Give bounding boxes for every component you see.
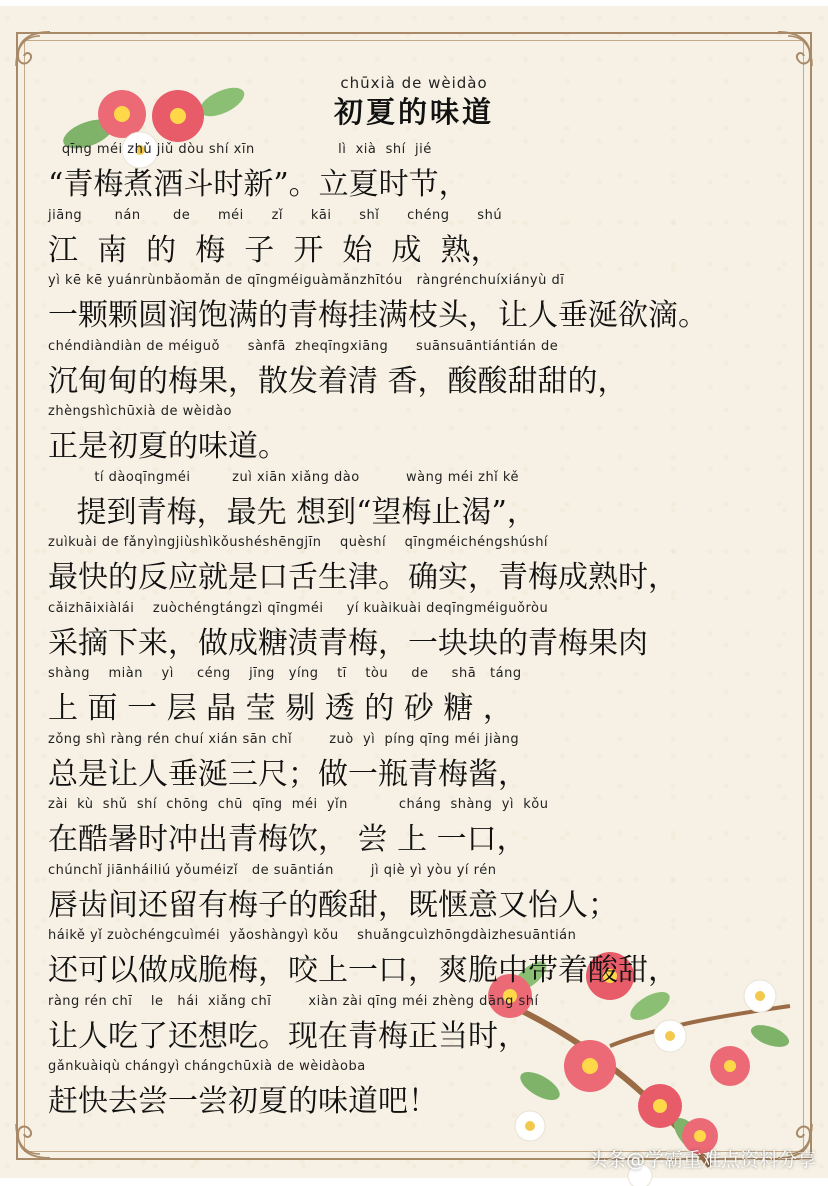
line-hanzi: 让人吃了还想吃。现在青梅正当时， [48,1018,528,1054]
line-hanzi: 赶快去尝一尝初夏的味道吧！ [48,1084,438,1119]
line-pinyin: chéndiàndiàn de méiguǒ sànfā zheqīngxiāng suānsuāntiántián de [48,338,559,354]
line-pinyin: tí dàoqīngméi zuì xiān xiǎng dào wàng méi zhǐ kě [48,469,519,485]
line-hanzi: 总是让人垂涎三尺；做一瓶青梅酱， [48,756,528,792]
line-pinyin: zǒng shì ràng rén chuí xián sān chǐ zuò yì píng qīng méi jiàng [48,731,520,747]
line-hanzi: 提到青梅，最先 想到“望梅止渴”， [48,494,537,530]
line-hanzi: 正是初夏的味道。 [48,429,288,464]
line-hanzi: 最快的反应就是口舌生津。确实，青梅成熟时， [48,560,678,595]
line-hanzi: 沉甸甸的梅果，散发着清 香，酸酸甜甜的， [48,363,628,399]
line-pinyin: zuìkuài de fǎnyìngjiùshìkǒushéshēngjīn quèshí qīngméichéngshúshí [48,535,549,550]
line-pinyin: ràng rén chī le hái xiǎng chī xiàn zài qīng méi zhèng dāng shí [48,993,539,1009]
line-pinyin: shàng miàn yì céng jīng yíng tī tòu de shā táng [48,666,522,681]
line-hanzi: 在酷暑时冲出青梅饮， 尝 上 一口， [48,822,527,857]
corner-ornament-top-left [10,26,56,72]
line-pinyin: cǎizhāixiàlái zuòchéngtángzì qīngméi yí kuàikuài deqīngméiguǒròu [48,600,549,616]
line-pinyin: qīng méi zhǔ jiǔ dòu shí xīn lì xià shí jié [48,142,432,157]
line-pinyin: yì kē kē yuánrùnbǎomǎn de qīngméiguàmǎnzhītóu ràngrénchuíxiányù dī [48,273,565,288]
line-hanzi: 一颗颗圆润饱满的青梅挂满枝头，让人垂涎欲滴。 [48,298,708,333]
watermark: 头条@学霸重难点资料分享 [587,1149,816,1171]
line-pinyin: gǎnkuàiqù chángyì chángchūxià de wèidàoba [48,1059,366,1074]
line-pinyin: zài kù shǔ shí chōng chū qīng méi yǐn cháng shàng yì kǒu [48,797,549,812]
line-hanzi: 上 面 一 层 晶 莹 剔 透 的 砂 糖 ， [48,691,513,726]
line-pinyin: jiāng nán de méi zǐ kāi shǐ chéng shú [48,207,503,223]
corner-ornament-bottom-left [10,1118,56,1164]
line-hanzi: 江 南 的 梅 子 开 始 成 熟， [48,232,501,268]
corner-ornament-top-right [772,26,818,72]
title-pinyin: chūxià de wèidào [340,74,488,92]
line-pinyin: háikě yǐ zuòchéngcuìméi yǎoshàngyì kǒu shuǎngcuìzhōngdàizhesuāntián [48,928,577,943]
line-pinyin: zhèngshìchūxià de wèidào [48,404,233,419]
line-pinyin: chúnchǐ jiānháiliú yǒuméizǐ de suāntián jì qiè yì yòu yí rén [48,862,497,878]
line-hanzi: 还可以做成脆梅，咬上一口，爽脆中带着酸甜， [48,953,678,988]
line-hanzi: 采摘下来，做成糖渍青梅，一块块的青梅果肉 [48,625,648,661]
line-hanzi: “青梅煮酒斗时新”。立夏时节， [48,167,469,202]
line-hanzi: 唇齿间还留有梅子的酸甜，既惬意又怡人； [48,887,618,923]
page-title: 初夏的味道 [333,95,494,129]
